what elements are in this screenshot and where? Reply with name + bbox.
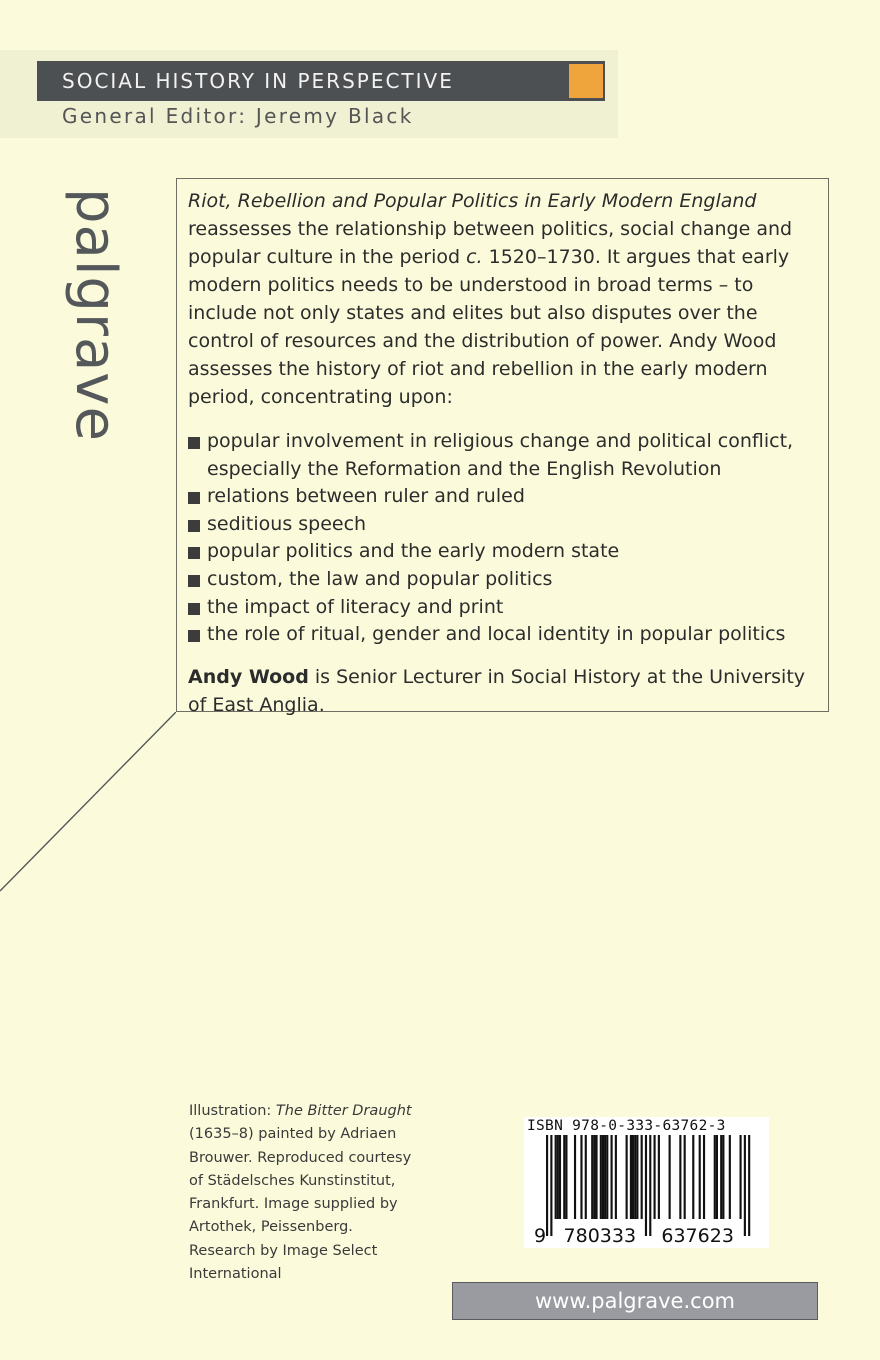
barcode-bar bbox=[658, 1135, 660, 1219]
barcode-bar bbox=[595, 1135, 597, 1219]
barcode-digits: 637623 bbox=[661, 1225, 734, 1247]
palgrave-logo: palgrave bbox=[63, 188, 128, 442]
barcode-bar bbox=[580, 1135, 582, 1219]
barcode-bar bbox=[641, 1135, 643, 1219]
barcode-bar bbox=[649, 1135, 651, 1236]
barcode-digits: 780333 bbox=[563, 1225, 637, 1247]
barcode-bar bbox=[563, 1135, 565, 1219]
bullet-square-icon bbox=[188, 575, 200, 587]
barcode-bar bbox=[634, 1135, 636, 1219]
barcode-bar bbox=[574, 1135, 576, 1219]
author-name: Andy Wood bbox=[188, 665, 309, 688]
series-title: SOCIAL HISTORY IN PERSPECTIVE bbox=[62, 69, 454, 93]
barcode-bar bbox=[654, 1135, 656, 1219]
series-banner bbox=[37, 61, 605, 101]
barcode-bar bbox=[744, 1135, 746, 1236]
barcode-bar bbox=[684, 1135, 686, 1219]
list-item: custom, the law and popular politics bbox=[188, 566, 824, 594]
barcode-bar bbox=[636, 1135, 638, 1219]
barcode-bar bbox=[679, 1135, 681, 1219]
barcode-bar bbox=[714, 1135, 716, 1219]
bullet-square-icon bbox=[188, 547, 200, 559]
barcode-digits: 9 bbox=[534, 1225, 547, 1247]
barcode-bar bbox=[630, 1135, 632, 1219]
decorative-diagonal-line bbox=[0, 712, 176, 892]
barcode-bar bbox=[550, 1135, 552, 1236]
list-item: popular politics and the early modern state bbox=[188, 538, 824, 566]
artwork-title: The Bitter Draught bbox=[275, 1103, 412, 1119]
barcode-bar bbox=[546, 1135, 548, 1236]
book-title: Riot, Rebellion and Popular Politics in Early Modern England bbox=[188, 190, 757, 212]
barcode-bar bbox=[720, 1135, 722, 1219]
list-item: relations between ruler and ruled bbox=[188, 483, 824, 511]
barcode-bars bbox=[524, 1117, 769, 1248]
barcode bbox=[524, 1117, 769, 1248]
list-item: the impact of literacy and print bbox=[188, 594, 824, 622]
list-item: seditious speech bbox=[188, 511, 824, 539]
barcode-bar bbox=[716, 1135, 718, 1219]
illustration-credit: Illustration: The Bitter Draught (1635–8) painted by Adriaen Brouwer. Reproduced courtesy of Städelsches Kunstinstitut, Frankfurt. Image supplied by Artothek, Peissenberg. Research by Image Select International bbox=[189, 1103, 412, 1283]
barcode-bar bbox=[591, 1135, 593, 1219]
barcode-bar bbox=[669, 1135, 671, 1219]
barcode-bar bbox=[615, 1135, 617, 1219]
barcode-bar bbox=[565, 1135, 567, 1219]
list-item: popular involvement in religious change and political conflict, especially the Reformation and the English Revolution bbox=[188, 428, 824, 483]
barcode-bar bbox=[740, 1135, 742, 1219]
barcode-bar bbox=[600, 1135, 602, 1219]
barcode-bar bbox=[585, 1135, 587, 1219]
bullet-square-icon bbox=[188, 520, 200, 532]
barcode-bar bbox=[748, 1135, 750, 1236]
list-item: the role of ritual, gender and local identity in popular politics bbox=[188, 621, 824, 649]
website-url: www.palgrave.com bbox=[534, 1289, 735, 1313]
barcode-bar bbox=[703, 1135, 705, 1219]
barcode-bar bbox=[604, 1135, 606, 1219]
barcode-bar bbox=[632, 1135, 634, 1219]
barcode-bar bbox=[645, 1135, 647, 1236]
barcode-bar bbox=[557, 1135, 559, 1219]
bullet-square-icon bbox=[188, 603, 200, 615]
barcode-bar bbox=[602, 1135, 604, 1219]
general-editor: General Editor: Jeremy Black bbox=[62, 104, 414, 128]
barcode-bar bbox=[606, 1135, 608, 1219]
barcode-bar bbox=[555, 1135, 557, 1219]
barcode-bar bbox=[699, 1135, 701, 1219]
bullet-square-icon bbox=[188, 630, 200, 642]
blurb bbox=[188, 187, 824, 719]
isbn-label: ISBN 978-0-333-63762-3 bbox=[527, 1118, 726, 1134]
bullet-square-icon bbox=[188, 492, 200, 504]
blurb-intro: Riot, Rebellion and Popular Politics in Early Modern England reassesses the relationship between politics, social change and popular culture in the period c. 1520–1730. It argues that early modern politics needs to be understood in broad terms – to include not only states and elites but also disputes over the control of resources and the distribution of power. Andy Wood assesses the history of riot and rebellion in the early modern period, concentrating upon: bbox=[188, 190, 793, 408]
website-bar bbox=[452, 1282, 818, 1320]
barcode-bar bbox=[692, 1135, 694, 1219]
barcode-bar bbox=[593, 1135, 595, 1219]
bullet-square-icon bbox=[188, 437, 200, 449]
author-bio: Andy Wood is Senior Lecturer in Social History at the University of East Anglia. bbox=[188, 665, 806, 716]
topic-list bbox=[188, 428, 824, 649]
barcode-bar bbox=[729, 1135, 731, 1219]
barcode-bar bbox=[722, 1135, 724, 1219]
barcode-bar bbox=[611, 1135, 613, 1219]
series-accent-square bbox=[569, 64, 603, 98]
barcode-bar bbox=[626, 1135, 628, 1219]
barcode-bar bbox=[559, 1135, 561, 1219]
